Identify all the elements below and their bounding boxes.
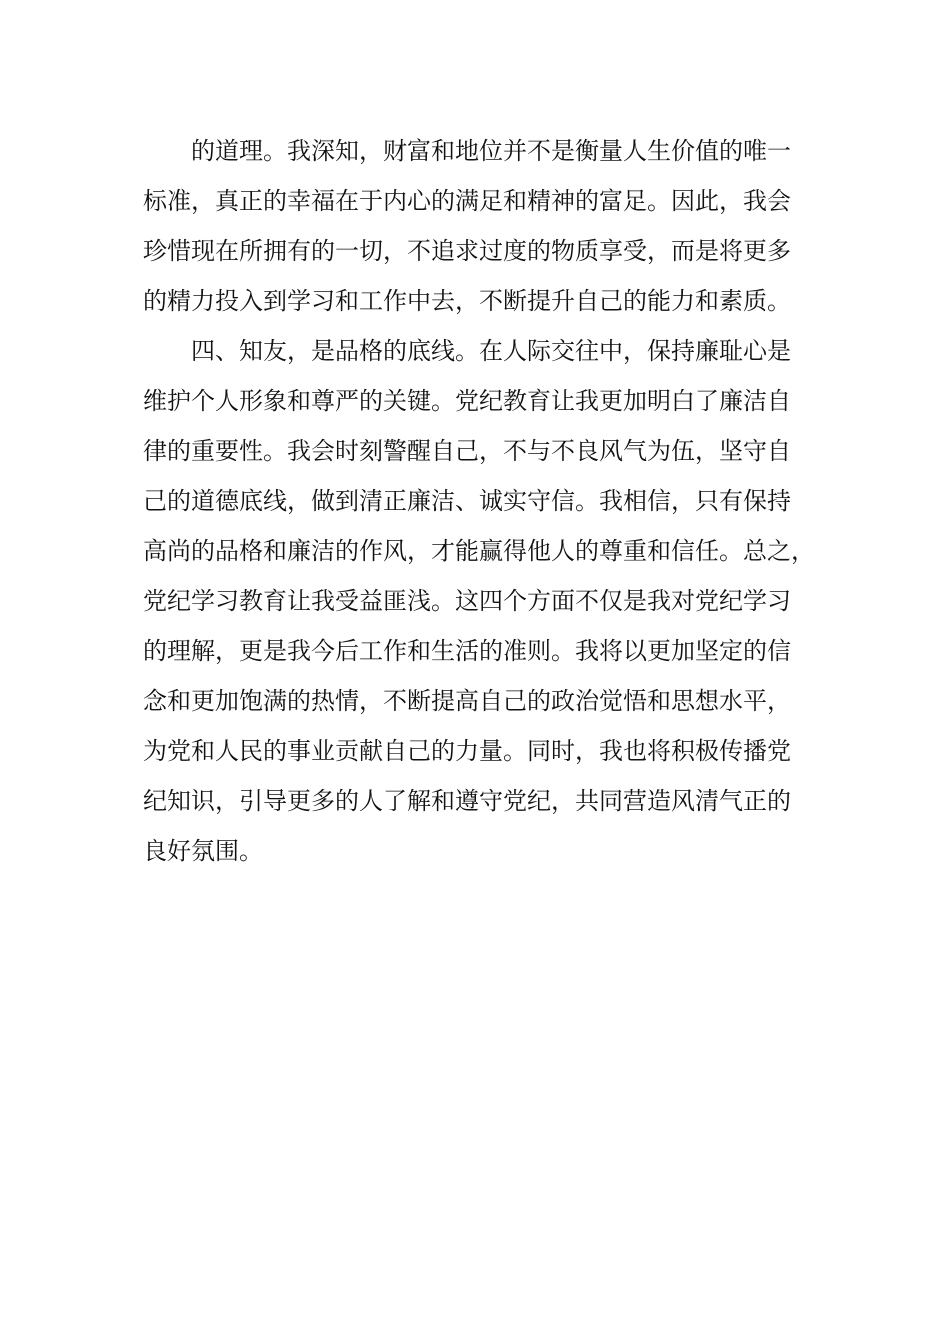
text-line: 珍惜现在所拥有的一切，不追求过度的物质享受，而是将更多 [143, 237, 791, 265]
text-line: 念和更加饱满的热情，不断提高自己的政治觉悟和思想水平， [143, 687, 791, 715]
text-line: 己的道德底线，做到清正廉洁、诚实守信。我相信，只有保持 [143, 487, 791, 515]
body-text [143, 126, 823, 876]
text-line: 纪知识，引导更多的人了解和遵守党纪，共同营造风清气正的 [143, 787, 791, 815]
text-line: 律的重要性。我会时刻警醒自己，不与不良风气为伍，坚守自 [143, 437, 791, 465]
text-line: 维护个人形象和尊严的关键。党纪教育让我更加明白了廉洁自 [143, 387, 791, 415]
text-line: 标准，真正的幸福在于内心的满足和精神的富足。因此，我会 [143, 187, 791, 215]
text-line: 为党和人民的事业贡献自己的力量。同时，我也将积极传播党 [143, 737, 791, 765]
text-line: 良好氛围。 [143, 837, 263, 865]
text-line: 党纪学习教育让我受益匪浅。这四个方面不仅是我对党纪学习 [143, 587, 791, 615]
text-line: 四、知友，是品格的底线。在人际交往中，保持廉耻心是 [191, 337, 791, 365]
text-line: 高尚的品格和廉洁的作风，才能赢得他人的尊重和信任。总之， [143, 537, 815, 565]
text-line: 的道理。我深知，财富和地位并不是衡量人生价值的唯一 [191, 137, 791, 165]
text-line: 的理解，更是我今后工作和生活的准则。我将以更加坚定的信 [143, 637, 791, 665]
text-line: 的精力投入到学习和工作中去，不断提升自己的能力和素质。 [143, 287, 791, 315]
